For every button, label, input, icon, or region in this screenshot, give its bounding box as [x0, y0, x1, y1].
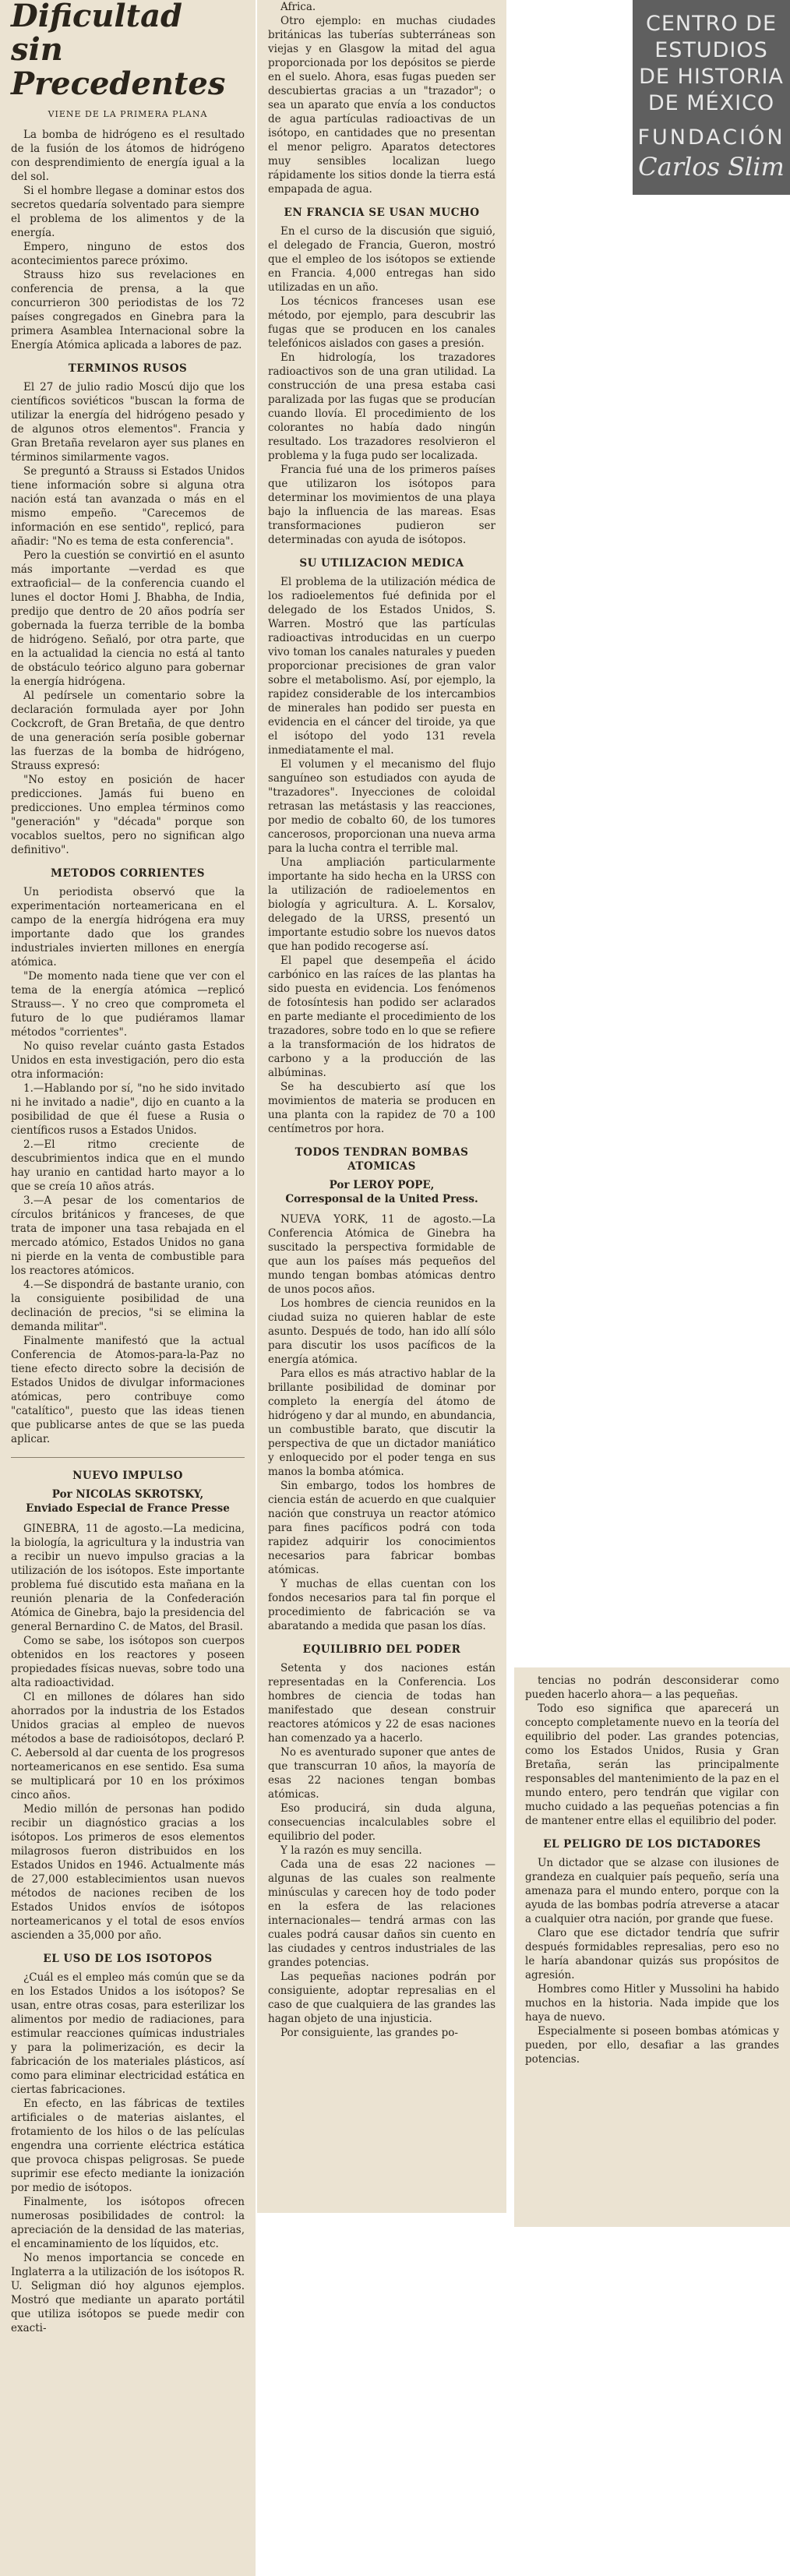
- divider: [11, 1457, 245, 1458]
- paragraph: Hombres como Hitler y Mussolini ha habido muchos en la historia. Nada impide que los haya de nuevo.: [525, 1983, 779, 2024]
- rusos-section: [11, 380, 245, 857]
- paragraph: Un periodista observó que la experimentación norteamericana en el campo de la energía hidrógena era muy importante dado que los grandes industriales invierten millones en energía atómica.: [11, 886, 245, 969]
- article-column-3: [514, 1667, 790, 2227]
- paragraph: Especialmente si poseen bombas atómicas y pueden, por ello, desafiar a las grandes potencias.: [525, 2025, 779, 2066]
- paragraph: Como se sabe, los isótopos son cuerpos obtenidos en los reactores y poseen propiedades físicas nuevas, sobre todo una alta radioactividad.: [11, 1635, 245, 1689]
- paragraph: ¿Cuál es el empleo más común que se da en los Estados Unidos a los isótopos? Se usan, entre otras cosas, para esterilizar los alimentos por medio de radiaciones, para estimular reacciones químicas industriales y para la polimerización, es decir la fabricación de los materiales plásticos, así como para eliminar electricidad estática en ciertas fabricaciones.: [11, 1971, 245, 2096]
- paragraph: El 27 de julio radio Moscú dijo que los científicos soviéticos "buscan la forma de utilizar la energía del hidrógeno pesado y de algunos otros elementos". Francia y Gran Bretaña revelaron ayer sus planes en términos similarmente vagos.: [11, 381, 245, 464]
- continued-note: VIENE DE LA PRIMERA PLANA: [48, 109, 208, 119]
- headline-line-2: sin Precedentes: [11, 31, 226, 102]
- paragraph: Un dictador que se alzase con ilusiones de grandeza en cualquier país pequeño, sería una amenaza para el mundo entero, porque con la ayuda de las bombas podría atreverse a atacar a cualquier otra nación, por grande que fuese.: [525, 1857, 779, 1925]
- paragraph: En hidrología, los trazadores radioactivos son de una gran utilidad. La construcción de una presa estaba casi paralizada por las fugas que se producían cuando llovía. El procedimiento de los colorantes no había dado ningún resultado. Los trazadores resolvieron el problema y la fuga pudo ser localizada.: [268, 351, 496, 462]
- paragraph: Se ha descubierto así que los movimientos de materia se producen en una planta con la rapidez de 70 a 100 centímetros por hora.: [268, 1081, 496, 1135]
- paragraph: Cl en millones de dólares han sido ahorrados por la industria de los Estados Unidos gracias al empleo de nuevos métodos a base de radioisótopos, declaró P. C. Aebersold al dar cuenta de los progresos norteamericanos en ese sentido. Esa suma se multiplicará por 10 en los próximos cinco años.: [11, 1691, 245, 1801]
- paragraph: "De momento nada tiene que ver con el tema de la energía atómica —replicó Strauss—. Y no creo que comprometa el futuro de lo que pudiéramos llamar métodos "corrientes".: [11, 970, 245, 1039]
- section-heading-nuevo: NUEVO IMPULSO: [72, 1470, 183, 1482]
- paragraph: 1.—Hablando por sí, "no he sido invitado ni he invitado a nadie", dijo en cuanto a la posibilidad de que él fuese a Rusia o científicos rusos a Estados Unidos.: [11, 1082, 245, 1137]
- paragraph: 4.—Se dispondrá de bastante uranio, con la consiguiente posibilidad de una declinación de precios, "si se elimina la demanda militar".: [11, 1279, 245, 1333]
- paragraph: La bomba de hidrógeno es el resultado de la fusión de los átomos de hidrógeno con desprendimiento de energía igual a la del sol.: [11, 129, 245, 183]
- paragraph: Finalmente, los isótopos ofrecen numerosas posibilidades de control: la apreciación de la densidad de las materias, el encaminamiento de los líquidos, etc.: [11, 2196, 245, 2250]
- paragraph: Medio millón de personas han podido recibir un diagnóstico gracias a los isótopos. Los primeros de esos elementos milagrosos fueron distribuidos en los Estados Unidos en 1946. Actualmente más de 27,000 establecimientos usan nuevos métodos de naciones reciben de los Estados Unidos envíos de isótopos norteamericanos y el total de esos envíos ascienden a 35,000 por año.: [11, 1803, 245, 1942]
- uso-section: [11, 1971, 245, 2335]
- section-heading-todos: TODOS TENDRAN BOMBAS ATOMICAS: [294, 1146, 469, 1173]
- paragraph: Para ellos es más atractivo hablar de la brillante posibilidad de dominar por completo la energía del átomo de hidrógeno y dar al mundo, en abundancia, un combustible barato, que discutir la perspectiva de que un dictador maniático y enloquecido por el poder tenga en sus manos la bomba atómica.: [268, 1367, 496, 1478]
- paragraph: Otro ejemplo: en muchas ciudades británicas las tuberías subterráneas son viejas y en Glasgow la mitad del agua proporcionada por los depósitos se pierde en el suelo. Ahora, esas fugas pueden ser descubiertas gracias a un "trazador"; o sea un aparato que envía a los conductos de agua partículas radioactivas de un isótopo, en cantidades que no presentan el menor peligro. Aparatos detectores muy sensibles localizan luego rápidamente los sitios donde la tierra está empapada de agua.: [268, 15, 496, 196]
- paragraph: Al pedírsele un comentario sobre la declaración formulada ayer por John Cockcroft, de Gran Bretaña, de que dentro de una generación sería posible gobernar las fuerzas de la bomba de hidrógeno, Strauss expresó:: [11, 690, 245, 772]
- todos-section: [268, 1212, 496, 1633]
- section-heading-medica: SU UTILIZACION MEDICA: [299, 557, 464, 570]
- paragraph: Los técnicos franceses usan ese método, por ejemplo, para descubrir las fugas que se producen en los canales telefónicos aislados con gases a presión.: [268, 295, 496, 350]
- paragraph: Si el hombre llegase a dominar estos dos secretos quedaría solventado para siempre el problema de los alimentos y de la energía.: [11, 185, 245, 239]
- byline-affiliation-2: Corresponsal de la United Press.: [285, 1193, 478, 1205]
- paragraph: No es aventurado suponer que antes de que transcurran 10 años, la mayoría de esas 22 naciones tengan bombas atómicas.: [268, 1746, 496, 1801]
- paragraph: Empero, ninguno de estos dos acontecimientos parece próximo.: [11, 241, 245, 267]
- col3-intro-section: [525, 1674, 779, 1828]
- logo-line-4: DE MÉXICO: [647, 91, 775, 115]
- byline-author-2: Por LEROY POPE,: [329, 1179, 435, 1191]
- byline-author: Por NICOLAS SKROTSKY,: [51, 1488, 204, 1501]
- archive-logo: [633, 0, 790, 195]
- paragraph: Eso producirá, sin duda alguna, consecuencias incalculables sobre el equilibrio del poder.: [268, 1802, 496, 1843]
- section-heading-equilibrio: EQUILIBRIO DEL PODER: [302, 1643, 461, 1656]
- article-column-2: [257, 0, 506, 2213]
- headline-line-1: Dificultad: [11, 0, 182, 34]
- paragraph: Setenta y dos naciones están representadas en la Conferencia. Los hombres de ciencia de todas han manifestado que desean construir reactores atómicos y 22 de esas naciones han comenzado ya a hacerlo.: [268, 1662, 496, 1745]
- logo-line-2: ESTUDIOS: [654, 38, 768, 62]
- section-heading-peligro: EL PELIGRO DE LOS DICTADORES: [543, 1838, 761, 1851]
- paragraph: Y muchas de ellas cuentan con los fondos necesarios para tal fin porque el procedimiento de fabricación se va abaratando a medida que pasan los días.: [268, 1578, 496, 1632]
- paragraph: NUEVA YORK, 11 de agosto.—La Conferencia Atómica de Ginebra ha suscitado la perspectiva formidable de que aun los países más pequeños del mundo tengan bombas atómicas dentro de unos pocos años.: [268, 1213, 496, 1296]
- logo-signature: Carlos Slim: [638, 152, 785, 182]
- paragraph: Se preguntó a Strauss si Estados Unidos tiene información sobre si alguna otra nación está tan avanzada o más en el mismo empeño. "Carecemos de información en ese sentido", replicó, para añadir: "No es tema de esta conferencia".: [11, 465, 245, 548]
- logo-line-5: FUNDACIÓN: [637, 125, 785, 150]
- paragraph: El papel que desempeña el ácido carbónico en las raíces de las plantas ha sido puesta en evidencia. Los fenómenos de fotosíntesis han podido ser aclarados en parte mediante el procedimiento de los trazadores, sobre todo en lo que se refiere a la transformación de los hidratos de carbono y a la producción de las albúminas.: [268, 955, 496, 1079]
- paragraph: Todo eso significa que aparecerá un concepto completamente nuevo en la teoría del equilibrio del poder. Las grandes potencias, como los Estados Unidos, Rusia y Gran Bretaña, serán las principalmente responsables del mantenimiento de la paz en el mundo entero, pero tendrán que vigilar con mucho cuidado a las pequeñas potencias a fin de mantener entre ellas el equilibrio del poder.: [525, 1703, 779, 1827]
- paragraph: Una ampliación particularmente importante ha sido hecha en la URSS con la utilización de radioelementos en biología y agricultura. A. L. Korsalov, delegado de la URSS, presentó un importante estudio sobre los nuevos datos que han podido recogerse así.: [268, 856, 496, 953]
- paragraph: 2.—El ritmo creciente de descubrimientos indica que en el mundo hay uranio en cantidad harto mayor a lo que se creía 10 años atrás.: [11, 1138, 245, 1193]
- section-heading-rusos: TERMINOS RUSOS: [68, 362, 188, 375]
- paragraph: El volumen y el mecanismo del flujo sanguíneo son estudiados con ayuda de "trazadores". Inyecciones de coloidal retrasan las metástasis y las reacciones, por medio de cobalto 60, de los tumores cancerosos, proporcionan una nueva arma para la lucha contra el terrible mal.: [268, 758, 496, 855]
- paragraph: Africa.: [280, 1, 316, 13]
- paragraph: tencias no podrán desconsiderar como pueden hacerlo ahora— a las pequeñas.: [525, 1674, 779, 1701]
- paragraph: No menos importancia se concede en Inglaterra a la utilización de los isótopos R. U. Seligman dió hoy algunos ejemplos. Mostró que mediante un aparato portátil que utiliza isótopos se puede medir con exacti-: [11, 2252, 245, 2334]
- metodos-section: [11, 885, 245, 1446]
- paragraph: Los hombres de ciencia reunidos en la ciudad suiza no quieren hablar de este asunto. Después de todo, han ido allí sólo para discutir los usos pacíficos de la energía atómica.: [268, 1297, 496, 1366]
- intro-section: [11, 128, 245, 352]
- article-column-1: [0, 0, 256, 2576]
- byline-affiliation: Enviado Especial de France Presse: [26, 1502, 230, 1515]
- section-heading-uso: EL USO DE LOS ISOTOPOS: [43, 1953, 213, 1965]
- medica-section: [268, 575, 496, 1136]
- section-heading-metodos: METODOS CORRIENTES: [51, 867, 205, 880]
- paragraph: Las pequeñas naciones podrán por consiguiente, adoptar represalias en el caso de que cualquiera de las grandes las hagan objeto de una injusticia.: [268, 1971, 496, 2025]
- section-heading-francia: EN FRANCIA SE USAN MUCHO: [284, 206, 480, 219]
- paragraph: 3.—A pesar de los comentarios de círculos británicos y franceses, de que trata de imponer una tasa rebajada en el mercado atómico, Estados Unidos no gana ni pierde en la venta de combustible para los reactores atómicos.: [11, 1194, 245, 1277]
- paragraph: No quiso revelar cuánto gasta Estados Unidos en esta investigación, pero dio esta otra información:: [11, 1040, 245, 1081]
- paragraph: En efecto, en las fábricas de textiles artificiales o de materias aislantes, el frotamiento de los hilos o de las películas engendra una corriente eléctrica estática que provoca chispas peligrosas. Se puede suprimir ese efecto mediante la ionización por medio de isótopos.: [11, 2098, 245, 2194]
- paragraph: "No estoy en posición de hacer predicciones. Jamás fui bueno en predicciones. Uno emplea términos como "generación" y "década" porque son vocablos sueltos, pero no significan algo definitivo".: [11, 774, 245, 856]
- equilibrio-section: [268, 1661, 496, 2040]
- paragraph: Sin embargo, todos los hombres de ciencia están de acuerdo en que cualquier nación que construya un reactor atómico para fines pacíficos podrá con toda rapidez adquirir los conocimientos necesarios para fabricar bombas atómicas.: [268, 1480, 496, 1576]
- paragraph: Strauss hizo sus revelaciones en conferencia de prensa, a la que concurrieron 300 periodistas de los 72 países congregados en Ginebra para la primera Asamblea Internacional sobre la Energía Atómica aplicada a labores de paz.: [11, 269, 245, 351]
- paragraph: Y la razón es muy sencilla.: [280, 1844, 422, 1857]
- peligro-section: [525, 1856, 779, 2066]
- paragraph: Claro que ese dictador tendría que sufrir después formidables represalias, pero eso no le haría abandonar quizás sus propósitos de agresión.: [525, 1927, 779, 1981]
- paragraph: GINEBRA, 11 de agosto.—La medicina, la biología, la agricultura y la industria van a recibir un nuevo impulso gracias a la utilización de los isótopos. Este importante problema fué discutido esta mañana en la reunión plenaria de la Confederación Atómica de Ginebra, bajo la presidencia del general Bernardino C. de Matos, del Brasil.: [11, 1523, 245, 1633]
- col2-intro-section: [268, 0, 496, 196]
- paragraph: El problema de la utilización médica de los radioelementos fué definida por el delegado de los Estados Unidos, S. Warren. Mostró que las partículas radioactivas introducidas en un cuerpo vivo toman los canales naturales y pueden proporcionar precisiones de gran valor sobre el metabolismo. Así, por ejemplo, la rapidez considerable de los intercambios de minerales han podido ser puesta en evidencia en el cáncer del tiroide, ya que el isótopo del yodo 131 revela inmediatamente el mal.: [268, 576, 496, 757]
- logo-line-3: DE HISTORIA: [639, 65, 784, 89]
- paragraph: Francia fué una de los primeros países que utilizaron los isótopos para determinar los movimientos de una playa bajo la influencia de las mareas. Esas transformaciones pudieron ser determinadas con ayuda de isótopos.: [268, 464, 496, 546]
- paragraph: Finalmente manifestó que la actual Conferencia de Atomos-para-la-Paz no tiene efecto directo sobre la decisión de Estados Unidos de divulgar informaciones atómicas, pero contribuye como "catalítico", puesto que las ideas tienen que publicarse antes de que se las pueda aplicar.: [11, 1335, 245, 1445]
- nuevo-section: [11, 1522, 245, 1943]
- paragraph: Pero la cuestión se convirtió en el asunto más importante —verdad es que extraoficial— de la conferencia cuando el lunes el doctor Homi J. Bhabha, de India, predijo que dentro de 20 años podría ser gobernada la fuerza terrible de la bomba de hidrógeno. Señaló, por otra parte, que en la actualidad la ciencia no está al tanto de obstáculo teórico alguno para gobernar la energía hidrógena.: [11, 549, 245, 688]
- paragraph: Cada una de esas 22 naciones —algunas de las cuales son realmente minúsculas y carecen hoy de todo poder en la esfera de las relaciones internacionales— tendrá armas con las cuales podrá causar daños sin cuento en las ciudades y centros industriales de las grandes potencias.: [268, 1858, 496, 1969]
- francia-section: [268, 224, 496, 547]
- logo-line-1: CENTRO DE: [645, 12, 778, 36]
- paragraph: En el curso de la discusión que siguió, el delegado de Francia, Gueron, mostró que el empleo de los isótopos se extiende en Francia. 4,000 entregas han sido utilizadas en un año.: [268, 225, 496, 294]
- paragraph: Por consiguiente, las grandes po-: [280, 2027, 458, 2039]
